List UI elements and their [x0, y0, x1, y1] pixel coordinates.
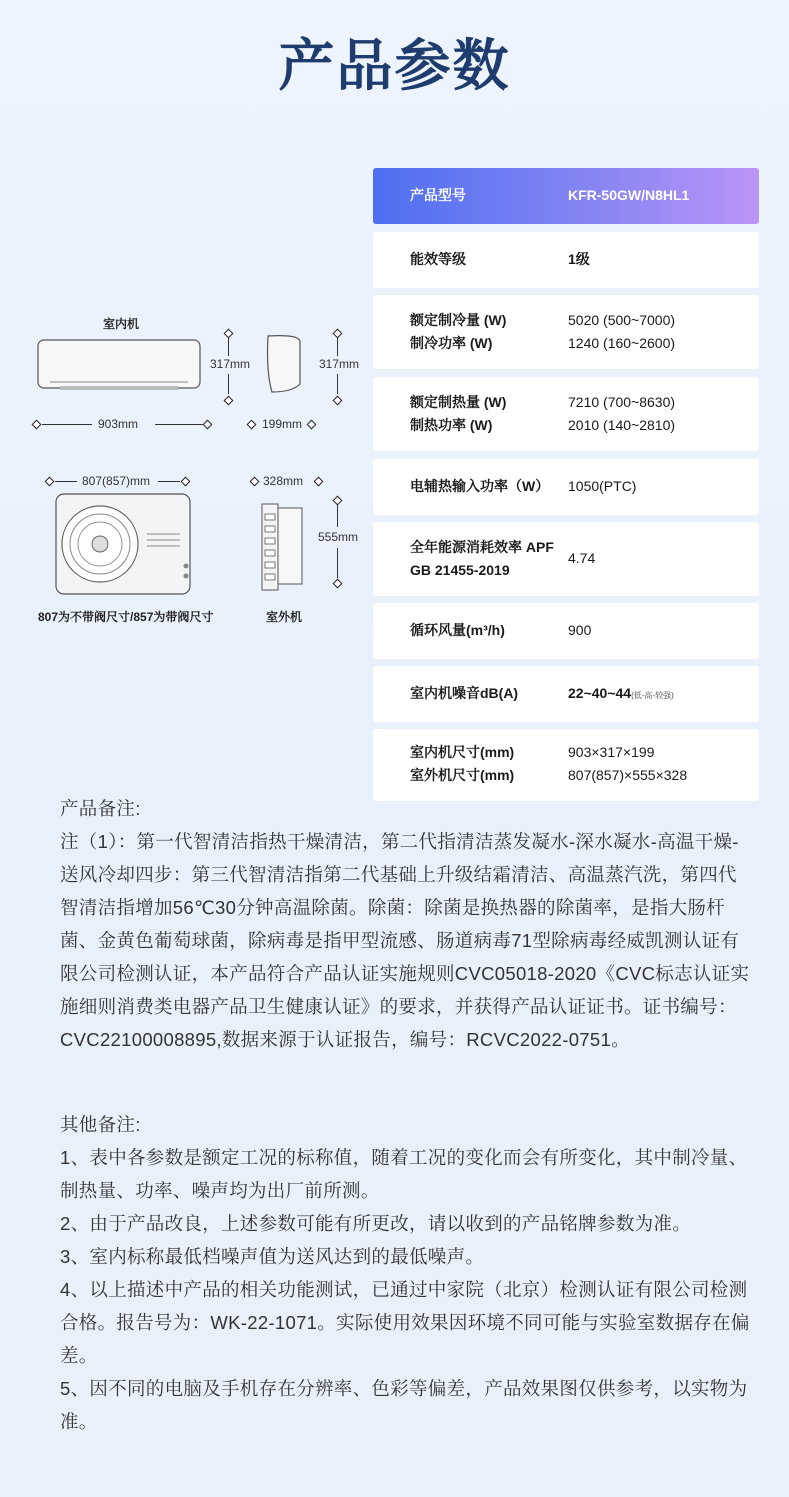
spec-row-model — [373, 168, 759, 224]
spec-value: 1050(PTC) — [568, 478, 637, 494]
other-notes-title: 其他备注: — [60, 1114, 141, 1135]
spec-row-noise — [373, 666, 759, 722]
indoor-height: 317mm — [210, 357, 251, 371]
dim-line — [337, 374, 338, 394]
note-item: 2、由于产品改良，上述参数可能有所更改，请以收到的产品铭牌参数为准。 — [60, 1213, 691, 1234]
other-notes — [60, 1108, 750, 1438]
dim-line — [228, 338, 229, 356]
dim-marker — [247, 420, 257, 430]
outdoor-label: 室外机 — [266, 610, 303, 624]
spec-label: 电辅热输入功率（W） — [410, 478, 550, 494]
product-notes — [60, 792, 750, 1056]
spec-row-aux-heat — [373, 459, 759, 515]
dim-line — [158, 481, 180, 482]
spec-row-dimensions — [373, 729, 759, 801]
spec-value: 5020 (500~7000) — [568, 312, 676, 328]
dim-line — [55, 481, 77, 482]
spec-value — [568, 682, 753, 707]
spec-label: 额定制冷量 (W) — [410, 312, 507, 328]
outdoor-side-illustration — [258, 500, 308, 594]
dim-line — [337, 338, 338, 356]
spec-value: KFR-50GW/N8HL1 — [568, 187, 690, 203]
side-depth: 199mm — [262, 417, 303, 431]
dim-marker — [314, 477, 324, 487]
spec-row-heating — [373, 377, 759, 451]
spec-label: GB 21455-2019 — [410, 562, 510, 578]
spec-value: 7210 (700~8630) — [568, 394, 676, 410]
outdoor-depth: 328mm — [263, 474, 304, 488]
spec-row-airflow — [373, 603, 759, 659]
spec-value: 900 — [568, 622, 592, 638]
noise-value: 22~40~44 — [568, 685, 632, 701]
spec-value: 1240 (160~2600) — [568, 335, 676, 351]
dim-marker — [250, 477, 260, 487]
dim-marker — [333, 329, 343, 339]
product-notes-body: 注（1）：第一代智清洁指热干燥清洁，第二代指清洁蒸发凝水-深水凝水-高温干燥-送风冷却四步：第三代智清洁指第二代基础上升级结霜清洁、高温蒸汽洗，第四代智清洁指增加56℃30分钟高温除菌。除菌：除菌是换热器的除菌率，是指大肠杆菌、金黄色葡萄球菌，除病毒是指甲型流感、肠道病毒71型除病毒经威凯测认证有限公司检测认证，本产品符合产品认证实施规则CVC05018-2020《CVC标志认证实施细则消费类电器产品卫生健康认证》的要求，并获得产品认证证书。证书编号：CVC22100008895,数据来源于认证报告，编号：RCVC2022-0751。 — [60, 831, 750, 1050]
indoor-width: 903mm — [98, 417, 139, 431]
spec-row-efficiency — [373, 232, 759, 288]
dim-marker — [333, 496, 343, 506]
dim-marker — [45, 477, 55, 487]
page-title: 产品参数 — [278, 34, 511, 99]
spec-label: 产品型号 — [410, 187, 466, 203]
dim-marker — [181, 477, 191, 487]
side-height: 317mm — [319, 357, 360, 371]
note-item: 5、因不同的电脑及手机存在分辨率、色彩等偏差，产品效果图仅供参考，以实物为准。 — [60, 1378, 748, 1432]
noise-note: (低-高-较强) — [631, 691, 674, 700]
spec-label: 额定制热量 (W) — [410, 394, 507, 410]
spec-value: 2010 (140~2810) — [568, 417, 676, 433]
spec-row-cooling — [373, 295, 759, 369]
note-item: 4、以上描述中产品的相关功能测试，已通过中家院（北京）检测认证有限公司检测合格。报告号为：WK-22-1071。实际使用效果因环境不同可能与实验室数据存在偏差。 — [60, 1279, 750, 1366]
spec-value: 4.74 — [568, 550, 596, 566]
spec-label: 制热功率 (W) — [410, 417, 493, 433]
spec-label: 制冷功率 (W) — [410, 335, 493, 351]
indoor-unit-illustration — [30, 330, 210, 400]
dim-line — [337, 505, 338, 527]
spec-label: 室外机尺寸(mm) — [410, 767, 515, 783]
spec-label: 室内机噪音dB(A) — [410, 685, 519, 701]
note-item: 3、室内标称最低档噪声值为送风达到的最低噪声。 — [60, 1246, 485, 1267]
outdoor-note: 807为不带阀尺寸/857为带阀尺寸 — [38, 610, 214, 624]
dim-marker — [224, 396, 234, 406]
dim-marker — [224, 329, 234, 339]
spec-label: 能效等级 — [410, 251, 466, 267]
note-item: 1、表中各参数是额定工况的标称值，随着工况的变化而会有所变化，其中制冷量、制热量、功率、噪声均为出厂前所测。 — [60, 1147, 748, 1201]
indoor-label: 室内机 — [103, 317, 140, 331]
outdoor-width: 807(857)mm — [82, 474, 151, 488]
dim-line — [337, 548, 338, 578]
spec-label: 循环风量(m³/h) — [410, 622, 505, 638]
dim-marker — [32, 420, 42, 430]
spec-label: 全年能源消耗效率 APF — [410, 539, 554, 555]
dim-marker — [307, 420, 317, 430]
dim-marker — [333, 579, 343, 589]
dim-line — [155, 424, 205, 425]
outdoor-unit-illustration — [52, 490, 197, 600]
spec-row-apf — [373, 522, 759, 596]
dim-line — [42, 424, 92, 425]
dim-marker — [203, 420, 213, 430]
spec-value: 903×317×199 — [568, 744, 655, 760]
indoor-side-illustration — [262, 332, 306, 396]
spec-value: 807(857)×555×328 — [568, 767, 688, 783]
dim-line — [228, 374, 229, 394]
dim-marker — [333, 396, 343, 406]
spec-value: 1级 — [568, 251, 590, 267]
product-notes-title: 产品备注: — [60, 798, 141, 819]
outdoor-height: 555mm — [318, 530, 359, 544]
spec-label: 室内机尺寸(mm) — [410, 744, 515, 760]
